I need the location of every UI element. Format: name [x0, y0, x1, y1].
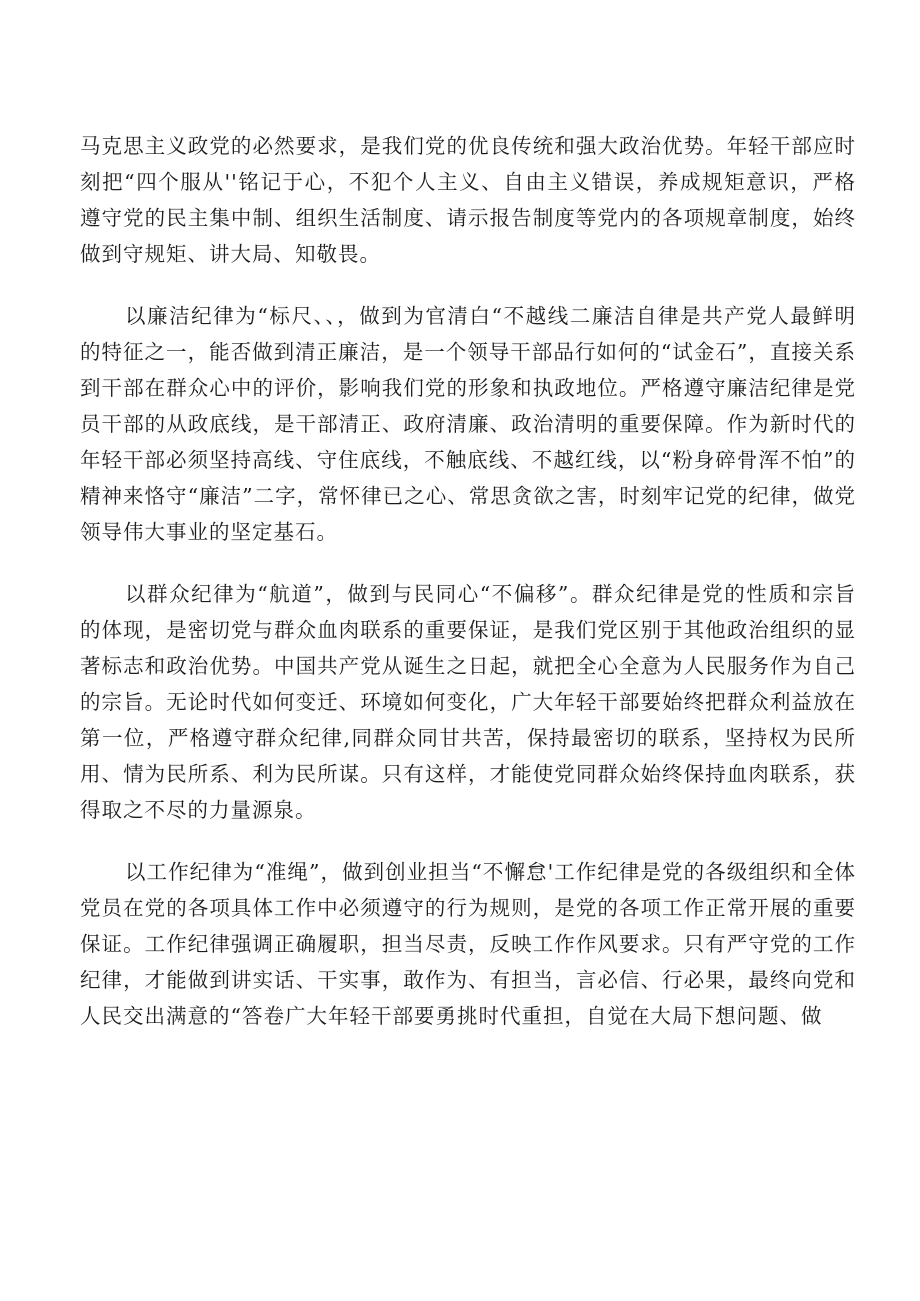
document-body — [80, 128, 856, 1034]
paragraph-1: 马克思主义政党的必然要求，是我们党的优良传统和强大政治优势。年轻干部应时刻把“四个服从''铭记于心，不犯个人主义、自由主义错误，养成规矩意识，严格遵守党的民主集中制、组织生活制度、请示报告制度等党内的各项规章制度，始终做到守规矩、讲大局、知敬畏。 — [80, 134, 856, 266]
paragraph-4: 以工作纪律为“准绳”，做到创业担当“不懈怠'工作纪律是党的各级组织和全体党员在党的各项具体工作中必须遵守的行为规则，是党的各项工作正常开展的重要保证。工作纪律强调正确履职，担当尽责，反映工作作风要求。只有严守党的工作纪律，才能做到讲实话、干实事，敢作为、有担当，言必信、行必果，最终向党和人民交出满意的“答卷广大年轻干部要勇挑时代重担，自觉在大局下想问题、做 — [80, 860, 856, 1028]
paragraph-2: 以廉洁纪律为“标尺、、，做到为官清白“不越线二廉洁自律是共产党人最鲜明的特征之一，能否做到清正廉洁，是一个领导干部品行如何的“试金石”，直接关系到干部在群众心中的评价，影响我们党的形象和执政地位。严格遵守廉洁纪律是党员干部的从政底线，是干部清正、政府清廉、政治清明的重要保障。作为新时代的年轻干部必须坚持高线、守住底线，不触底线、不越红线，以“粉身碎骨浑不怕”的精神来恪守“廉洁”二字，常怀律已之心、常思贪欲之害，时刻牢记党的纪律，做党领导伟大事业的坚定基石。 — [80, 304, 856, 544]
paragraph-3: 以群众纪律为“航道”，做到与民同心“不偏移”。群众纪律是党的性质和宗旨的体现，是密切党与群众血肉联系的重要保证，是我们党区别于其他政治组织的显著标志和政治优势。中国共产党从诞生之日起，就把全心全意为人民服务作为自己的宗旨。无论时代如何变迁、环境如何变化，广大年轻干部要始终把群众利益放在第一位，严格遵守群众纪律,同群众同甘共苦，保持最密切的联系，坚持权为民所用、情为民所系、利为民所谋。只有这样，才能使党同群众始终保持血肉联系，获得取之不尽的力量源泉。 — [80, 582, 856, 822]
